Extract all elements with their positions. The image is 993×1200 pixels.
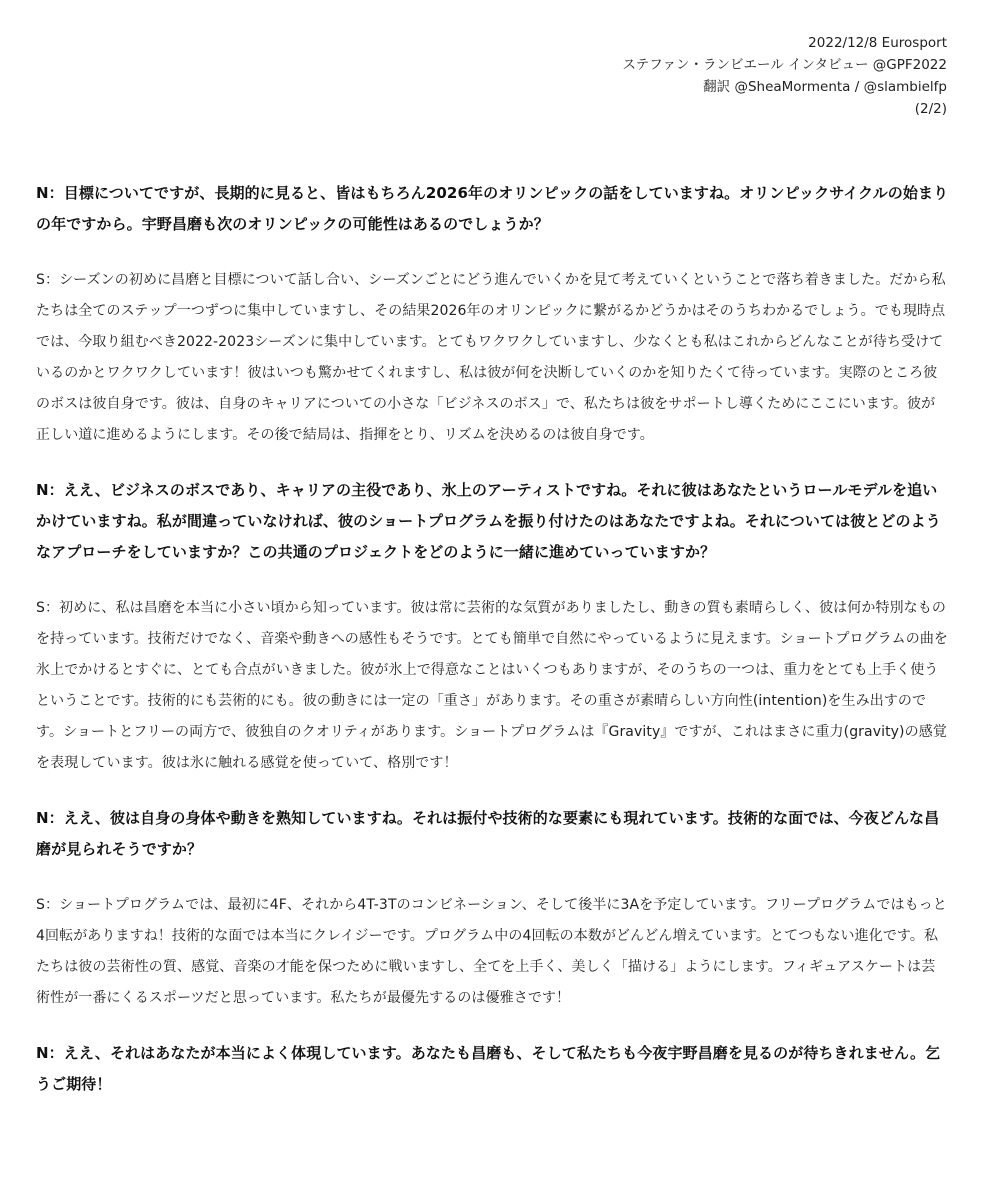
date-source: 2022/12/8 Eurosport (808, 35, 947, 51)
question-paragraph: N：ええ、ビジネスのボスであり、キャリアの主役であり、氷上のアーティストですね。それに彼はあなたというロールモデルを追いかけていますね。私が間違っていなければ、彼のショートプログラムを振り付けたのはあなたですよね。それについては彼とどのようなアプローチをしていますか？この共通のプロジェクトをどのように一緒に進めていっていますか？ (36, 481, 941, 561)
interview-title: ステファン・ランビエール インタビュー @GPF2022 (622, 57, 947, 73)
question-paragraph: N：ええ、それはあなたが本当によく体現しています。あなたも昌磨も、そして私たちも今夜宇野昌磨を見るのが待ちきれません。乞うご期待！ (36, 1044, 941, 1093)
answer-paragraph: S：初めに、私は昌磨を本当に小さい頃から知っています。彼は常に芸術的な気質がありましたし、動きの質も素晴らしく、彼は何か特別なものを持っています。技術だけでなく、音楽や動きへの感性もそうです。とても簡単で自然にやっているように見えます。ショートプログラムの曲を氷上でかけるとすぐに、とても合点がいきました。彼が氷上で得意なことはいくつもありますが、そのうちの一つは、重力をとても上手く使うということです。技術的にも芸術的にも。彼の動きには一定の「重さ」があります。その重さが素晴らしい方向性(intention)を生み出すのです。ショートとフリーの両方で、彼独自のクオリティがあります。ショートプログラムは『Gravity』ですが、これはまさに重力(gravity)の感覚を表現しています。彼は氷に触れる感覚を使っていて、格別です！ (36, 600, 949, 771)
interview-body (36, 178, 949, 1100)
answer-paragraph: S：シーズンの初めに昌磨と目標について話し合い、シーズンごとにどう進んでいくかを見て考えていくということで落ち着きました。だから私たちは全てのステップ一つずつに集中していますし、その結果2026年のオリンピックに繋がるかどうかはそのうちわかるでしょう。でも現時点では、今取り組むべき2022-2023シーズンに集中しています。とてもワクワクしていますし、少なくとも私はこれからどんなことが待ち受けているのかとワクワクしています！彼はいつも驚かせてくれますし、私は彼が何を決断していくのかを知りたくて待っています。実際のところ彼のボスは彼自身です。彼は、自身のキャリアについての小さな「ビジネスのボス」で、私たちは彼をサポートし導くためにここにいます。彼が正しい道に進めるようにします。その後で結局は、指揮をとり、リズムを決めるのは彼自身です。 (36, 272, 946, 443)
question-paragraph: N：ええ、彼は自身の身体や動きを熟知していますね。それは振付や技術的な要素にも現れています。技術的な面では、今夜どんな昌磨が見られそうですか？ (36, 809, 940, 858)
answer-paragraph: S：ショートプログラムでは、最初に4F、それから4T-3Tのコンビネーション、そして後半に3Aを予定しています。フリープログラムではもっと4回転がありますね！技術的な面では本当にクレイジーです。プログラム中の4回転の本数がどんどん増えています。とてつもない進化です。私たちは彼の芸術性の質、感覚、音楽の才能を保つために戦いますし、全てを上手く、美しく「描ける」ようにします。フィギュアスケートは芸術性が一番にくるスポーツだと思っています。私たちが最優先するのは優雅さです！ (36, 897, 947, 1006)
translator-credit: 翻訳 @SheaMormenta / @slambielfp (703, 79, 947, 95)
page-number: (2/2) (914, 101, 947, 117)
question-paragraph: N：目標についてですが、長期的に見ると、皆はもちろん2026年のオリンピックの話をしていますね。オリンピックサイクルの始まりの年ですから。宇野昌磨も次のオリンピックの可能性はあるのでしょうか？ (36, 184, 949, 233)
document-header (36, 32, 949, 120)
